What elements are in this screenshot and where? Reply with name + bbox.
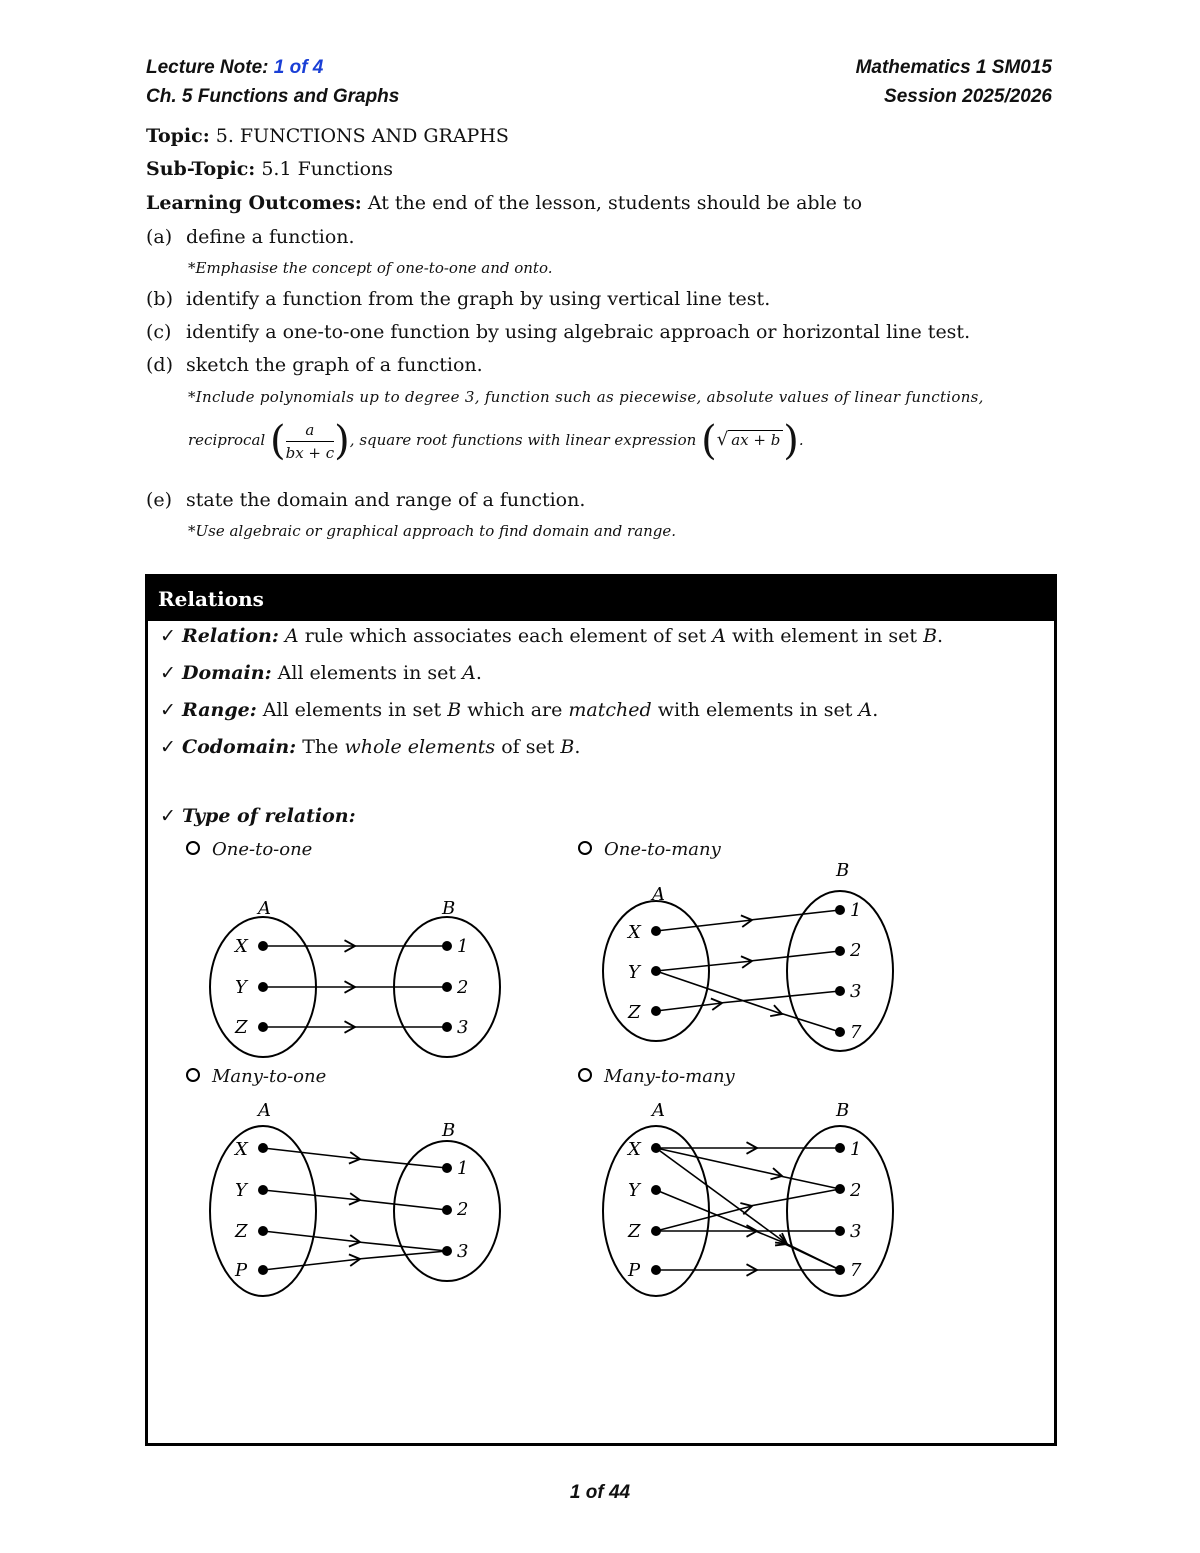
element-y: Y	[235, 977, 247, 998]
type-many-to-many: Many-to-many	[578, 1066, 735, 1087]
outcome-c: (c)	[146, 321, 172, 343]
note-e: *Use algebraic or graphical approach to find domain and range.	[188, 522, 677, 540]
outcome-d-text: sketch the graph of a function.	[186, 354, 483, 376]
course-title: Mathematics 1 SM015	[855, 57, 1052, 78]
svg-text:Y: Y	[628, 962, 640, 983]
bullet-circle-icon	[186, 1068, 200, 1082]
element-x: X	[235, 936, 248, 957]
many-to-one-diagram	[195, 1096, 515, 1306]
set-a-label: A	[258, 898, 271, 919]
svg-text:2: 2	[850, 1180, 862, 1201]
set-b-label: B	[836, 1100, 850, 1121]
outcome-a: (a)	[146, 226, 173, 248]
note-d2: reciprocal ( $\frac{a}{bx + c}$ ), square root functions with linear expression (√ ax + b).	[188, 418, 804, 464]
type-one-to-many: One-to-many	[578, 839, 721, 860]
set-a-label: A	[258, 1100, 271, 1121]
svg-text:2: 2	[457, 1199, 469, 1220]
reciprocal-fraction: $\frac{a}{bx + c}$	[285, 420, 335, 462]
outcome-b-text: identify a function from the graph by using vertical line test.	[186, 288, 771, 310]
svg-text:1: 1	[850, 900, 862, 921]
lecture-note-value: 1 of 4	[273, 57, 324, 78]
svg-text:Z: Z	[628, 1002, 641, 1023]
set-b-label: B	[836, 860, 850, 881]
check-icon: ✓	[160, 736, 176, 758]
relations-title: Relations	[148, 577, 1054, 621]
svg-text:X: X	[628, 1139, 641, 1160]
element-1: 1	[457, 936, 469, 957]
chapter-title: Ch. 5 Functions and Graphs	[146, 86, 400, 107]
type-of-relation-label: ✓ Type of relation:	[160, 805, 356, 827]
learning-outcomes-line: Learning Outcomes: At the end of the lesson, students should be able to	[146, 192, 863, 214]
svg-text:Z: Z	[628, 1221, 641, 1242]
lecture-note-label: Lecture Note: 1 of 4	[146, 57, 324, 78]
def-range: ✓ Range: All elements in set B which are matched with elements in set A.	[160, 699, 879, 721]
check-icon: ✓	[160, 699, 176, 721]
bullet-circle-icon	[186, 841, 200, 855]
element-3: 3	[457, 1017, 469, 1038]
svg-text:1: 1	[850, 1139, 862, 1160]
svg-text:Y: Y	[628, 1180, 640, 1201]
element-2: 2	[457, 977, 469, 998]
svg-text:7: 7	[850, 1260, 862, 1281]
session-label: Session 2025/2026	[884, 86, 1052, 107]
svg-text:P: P	[628, 1260, 641, 1281]
outcome-e: (e)	[146, 489, 173, 511]
svg-text:3: 3	[850, 981, 862, 1002]
outcome-b: (b)	[146, 288, 173, 310]
one-to-one-diagram	[195, 890, 515, 1070]
outcome-e-text: state the domain and range of a function.	[186, 489, 586, 511]
outcome-d: (d)	[146, 354, 173, 376]
svg-text:X: X	[628, 922, 641, 943]
check-icon: ✓	[160, 805, 176, 827]
set-b-label: B	[442, 898, 456, 919]
svg-text:Z: Z	[235, 1221, 248, 1242]
page-number: 1 of 44	[569, 1482, 631, 1503]
one-to-many-diagram	[592, 856, 912, 1056]
type-one-to-one: One-to-one	[186, 839, 312, 860]
outcome-c-text: identify a one-to-one function by using algebraic approach or horizontal line test.	[186, 321, 971, 343]
def-relation: ✓ Relation: A rule which associates each element of set A with element in set B.	[160, 625, 944, 647]
svg-text:2: 2	[850, 940, 862, 961]
svg-text:X: X	[235, 1139, 248, 1160]
set-a-label: A	[652, 1100, 665, 1121]
type-many-to-one: Many-to-one	[186, 1066, 326, 1087]
svg-text:3: 3	[850, 1221, 862, 1242]
def-codomain: ✓ Codomain: The whole elements of set B.	[160, 736, 581, 758]
svg-text:Y: Y	[235, 1180, 247, 1201]
bullet-circle-icon	[578, 1068, 592, 1082]
svg-text:P: P	[235, 1260, 248, 1281]
check-icon: ✓	[160, 625, 176, 647]
svg-text:1: 1	[457, 1158, 469, 1179]
topic-line: Topic: 5. FUNCTIONS AND GRAPHS	[146, 125, 509, 147]
svg-text:7: 7	[850, 1022, 862, 1043]
svg-text:3: 3	[457, 1241, 469, 1262]
sqrt-expression: ax + b	[728, 430, 783, 449]
many-to-many-diagram	[592, 1096, 912, 1306]
set-b-label: B	[442, 1120, 456, 1141]
note-d1: *Include polynomials up to degree 3, function such as piecewise, absolute values of linear functions,	[188, 388, 984, 406]
element-z: Z	[235, 1017, 248, 1038]
note-a: *Emphasise the concept of one-to-one and onto.	[188, 259, 553, 277]
set-a-label: A	[652, 884, 665, 905]
def-domain: ✓ Domain: All elements in set A.	[160, 662, 482, 684]
subtopic-line: Sub-Topic: 5.1 Functions	[146, 158, 394, 180]
outcome-a-text: define a function.	[186, 226, 355, 248]
check-icon: ✓	[160, 662, 176, 684]
bullet-circle-icon	[578, 841, 592, 855]
